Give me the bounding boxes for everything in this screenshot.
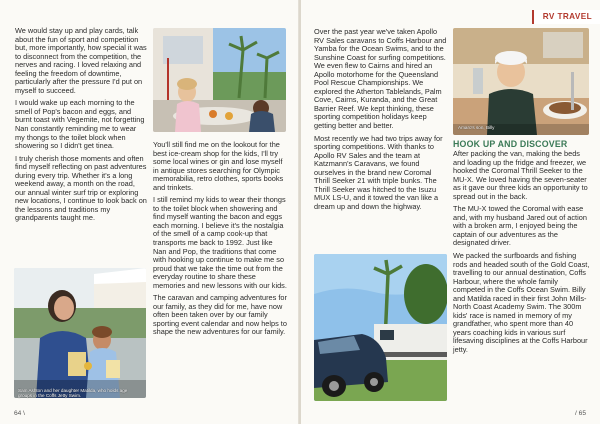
right-photo-caption: Amaro's son, Billy [458, 125, 495, 130]
left-col1-paragraph: I would wake up each morning to the smell of Pop's bacon and eggs, and burnt toast with Vegemite, not forgetting Nan constantly reminding me to wear my thongs to the toilet block when showering so I didn't get tinea. [15, 98, 145, 151]
right-col2-text [453, 150, 591, 359]
right-col2-paragraph: We packed the surfboards and fishing rods and headed south of the Gold Coast, travelling to our annual destination, Coffs Harbour, where the whole family competed in the Coffs Ocean Swim. Billy and Matilda raced in their first John Mills-North Coast Academy Swim. The 300m kids' race is named in memory of my grandfather, who spent more than 40 years coaching kids in various surf lifesaving disciplines at the Coffs Harbour jetty. [453, 251, 590, 355]
right-col1-text [314, 28, 447, 215]
section-tag: RV TRAVEL [532, 10, 600, 24]
left-col1-paragraph: I truly cherish those moments and often find myself reflecting on past adventures during every trip. Whether it's a long weekend away, a month on the road, our annual winter surf trip or exploring new locations, I continue to look back on the lessons and traditions my grandparents taught me. [15, 153, 147, 223]
section-heading: HOOK UP AND DISCOVER [453, 139, 568, 149]
left-photo-caption: Sam Ashton and her daughter Matilda, who holds age groups in the Coffs Jetty Swim. [18, 388, 128, 399]
left-col1-text [15, 27, 147, 227]
left-page-number: 64 \ [14, 410, 25, 417]
right-col1-paragraph: Over the past year we've taken Apollo RV Sales caravans to Coffs Harbour and Yamba for the Ocean Swims, and to the Sunshine Coast for surfing competitions. We even flew to Cairns and hired an Apollo motorhome for the Queensland Pool Rescue Championships. We explored the Atherton Tablelands, Palm Cove, Cairns, Kuranda, and the Great Barrier Reef. We kept thinking, these sporting competition holidays keep getting better and better. [314, 27, 447, 131]
left-col2-paragraph: The caravan and camping adventures for our family, as they did for me, have now often been taken over by our family sporting event calendar and now helps to shape the new adventures for our family. [153, 293, 287, 337]
left-page [0, 0, 299, 424]
photo-mother-daughter-medals [14, 268, 146, 398]
right-col2-paragraph: After packing the van, making the beds and loading up the fridge and freezer, we hooked the Coromal Thrill Seeker to the MU-X. We loved having the seven-seater as it gave our three kids an opportunity to spread out in the back. [453, 149, 588, 201]
right-page [301, 0, 600, 424]
right-col2-paragraph: The MU-X towed the Coromal with ease and, with my husband Jared out of action with a broken arm, I enjoyed being the captain of our adventures as the designated driver. [453, 204, 587, 248]
left-col1-paragraph: We would stay up and play cards, talk about the fun of sport and competition but, more importantly, how special it was to disconnect from the competition, the nerves and racing. I loved relaxing and feeling the freedom of downtime, particularly after the pressure I'd put on myself to succeed. [15, 26, 147, 95]
left-col2-paragraph: I still remind my kids to wear their thongs to the toilet block when showering and find myself wanting the bacon and eggs each morning. I believe it's the nostalgia of the smell of a camp cook-up that transports me back to 1992. Just like Nan and Pop, the traditions that come with hooking up continue to make me so proud that we take the time out from the everyday routine to share these memories and new lessons with our kids. [153, 195, 287, 290]
right-page-number: / 65 [575, 410, 586, 417]
photo-car-and-caravan [314, 254, 447, 401]
right-col1-paragraph: Most recently we had two trips away for sporting competitions. With thanks to Apollo RV Sales and the team at Katzmann's Caravans, we found ourselves in the brand new Coromal Thrill Seeker 21 with triple bunks. The Thrill Seeker was hitched to the Isuzu MUX LS-U, and it towed the van like a dream up and down the highway. [314, 133, 443, 211]
photo-boy-eating [453, 28, 589, 135]
photo-kids-caravan [153, 28, 286, 132]
left-col2-paragraph: You'll still find me on the lookout for the best ice-cream shop for the kids, I'll try some local wines or gin and lose myself in antique stores searching for Olympic memorabilia, retro clothes, sports books and trinkets. [153, 140, 284, 192]
left-col2-text [153, 141, 287, 341]
